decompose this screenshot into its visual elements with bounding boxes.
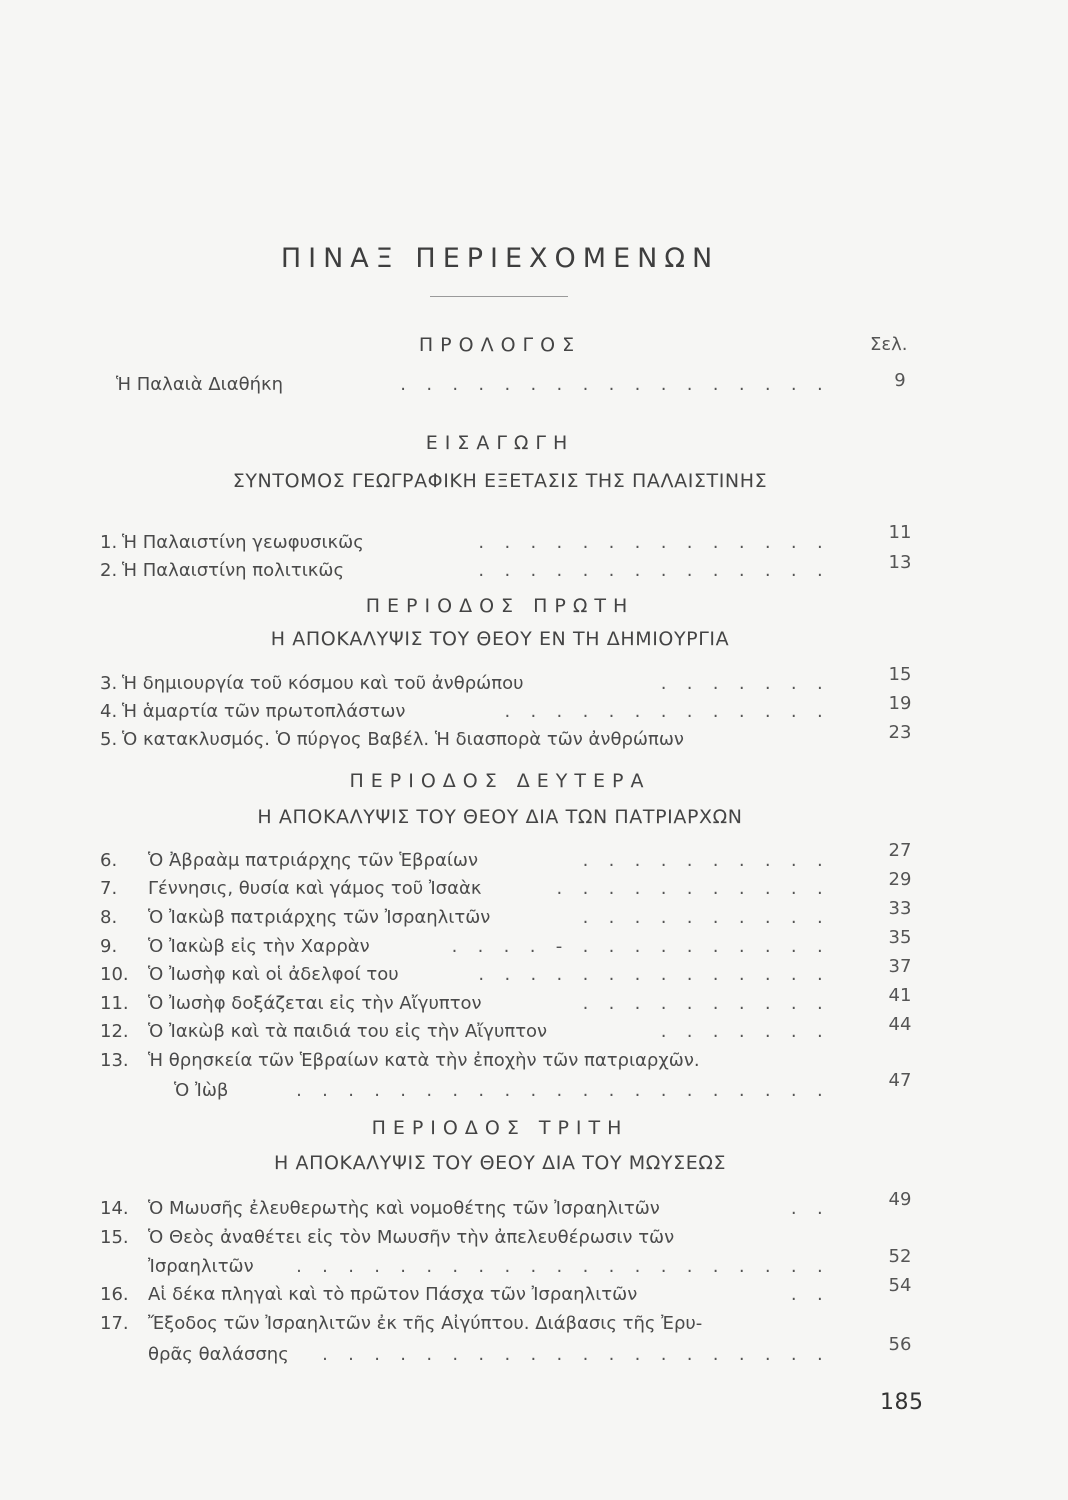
period3-subheading: Η ΑΠΟΚΑΛΥΨΙΣ ΤΟΥ ΘΕΟΥ ΔΙΑ ΤΟΥ ΜΩΥΣΕΩΣ <box>273 1152 727 1174</box>
entry-page: 23 <box>888 722 912 743</box>
leader-dots: . . . . . . . . . . <box>582 907 830 928</box>
entry-title: θρᾶς θαλάσσης <box>148 1344 289 1365</box>
entry-number: 5. <box>100 729 118 750</box>
entry-title: Ὁ Ἰωσὴφ καὶ οἱ ἀδελφοί του <box>148 964 399 985</box>
introduction-heading: ΕΙΣΑΓΩΓΗ <box>425 432 575 454</box>
prologue-heading: ΠΡΟΛΟΓΟΣ <box>418 334 582 356</box>
entry-title: Ὁ Ἰωσὴφ δοξάζεται εἰς τὴν Αἴγυπτον <box>148 993 482 1014</box>
entry-number: 3. <box>100 673 118 694</box>
entry-title: Ἡ ἁμαρτία τῶν πρωτοπλάστων <box>122 701 406 722</box>
entry-page: 11 <box>888 522 912 543</box>
entry-number: 10. <box>100 964 129 985</box>
entry-title: Αἱ δέκα πληγαὶ καὶ τὸ πρῶτον Πάσχα τῶν Ἰσραηλιτῶν <box>148 1284 638 1305</box>
toc-entry <box>100 848 830 874</box>
entry-title: Γέννησις, θυσία καὶ γάμος τοῦ Ἰσαὰκ <box>148 878 482 899</box>
leader-dots: . . . . . . . . . . . <box>556 878 830 899</box>
toc-entry <box>100 962 830 988</box>
leader-dots: . . . . - . . . . . . . . . . <box>451 936 830 957</box>
title-divider <box>430 296 568 297</box>
entry-page: 52 <box>888 1246 912 1267</box>
entry-page: 54 <box>888 1275 912 1296</box>
leader-dots: . . . . . . . . . . <box>582 850 830 871</box>
toc-entry-continuation <box>100 1078 830 1104</box>
entry-title: Ἡ θρησκεία τῶν Ἑβραίων κατὰ τὴν ἐποχὴν τῶν πατριαρχῶν. <box>148 1050 700 1071</box>
period2-subheading: Η ΑΠΟΚΑΛΥΨΙΣ ΤΟΥ ΘΕΟΥ ΔΙΑ ΤΩΝ ΠΑΤΡΙΑΡΧΩΝ <box>257 806 743 828</box>
period2-heading: ΠΕΡΙΟΔΟΣ ΔΕΥΤΕΡΑ <box>349 770 651 792</box>
entry-title: Ἡ Παλαιστίνη πολιτικῶς <box>122 560 345 581</box>
toc-entry <box>100 1311 830 1337</box>
entry-page: 27 <box>888 840 912 861</box>
entry-title: Ἡ Παλαιὰ Διαθήκη <box>116 374 284 395</box>
toc-entry <box>100 934 830 960</box>
entry-title: Ὁ Μωυσῆς ἐλευθερωτὴς καὶ νομοθέτης τῶν Ἰσραηλιτῶν <box>148 1198 660 1219</box>
entry-number: 13. <box>100 1050 129 1071</box>
entry-page: 41 <box>888 985 912 1006</box>
entry-page: 49 <box>888 1189 912 1210</box>
entry-page: 9 <box>894 370 906 391</box>
entry-title: Ἡ δημιουργία τοῦ κόσμου καὶ τοῦ ἀνθρώπου <box>122 673 524 694</box>
entry-title: Ἔξοδος τῶν Ἰσραηλιτῶν ἐκ τῆς Αἰγύπτου. Διάβασις τῆς Ἐρυ- <box>148 1313 703 1334</box>
leader-dots: . . . . . . . . . . . . . . <box>478 560 830 581</box>
entry-page: 29 <box>888 869 912 890</box>
entry-number: 12. <box>100 1021 129 1042</box>
toc-entry <box>100 991 830 1017</box>
leader-dots: . . . . . . . . . . <box>582 993 830 1014</box>
leader-dots: . . . . . . . . . . . . . . <box>478 532 830 553</box>
toc-entry <box>100 727 830 753</box>
entry-page: 47 <box>888 1070 912 1091</box>
entry-number: 14. <box>100 1198 129 1219</box>
entry-page: 13 <box>888 552 912 573</box>
introduction-subheading: ΣΥΝΤΟΜΟΣ ΓΕΩΓΡΑΦΙΚΗ ΕΞΕΤΑΣΙΣ ΤΗΣ ΠΑΛΑΙΣΤΙΝΗΣ <box>232 470 768 492</box>
entry-title: Ὁ Θεὸς ἀναθέτει εἰς τὸν Μωυσῆν τὴν ἀπελευθέρωσιν τῶν <box>148 1227 675 1248</box>
entry-number: 17. <box>100 1313 129 1334</box>
toc-entry-continuation <box>100 1254 830 1280</box>
entry-title: Ὁ Ἀβραὰμ πατριάρχης τῶν Ἑβραίων <box>148 850 479 871</box>
leader-dots: . . . . . . . . . . . . . . . . . . . . . <box>296 1080 830 1101</box>
entry-title: Ἡ Παλαιστίνη γεωφυσικῶς <box>122 532 364 553</box>
leader-dots: . . . . . . . . . . . . . . . . . <box>400 374 830 395</box>
toc-entry <box>100 1225 830 1251</box>
entry-number: 9. <box>100 936 118 957</box>
entry-page: 33 <box>888 898 912 919</box>
entry-title: Ὁ Ἰακὼβ πατριάρχης τῶν Ἰσραηλιτῶν <box>148 907 491 928</box>
period1-subheading: Η ΑΠΟΚΑΛΥΨΙΣ ΤΟΥ ΘΕΟΥ ΕΝ ΤΗ ΔΗΜΙΟΥΡΓΙΑ <box>270 628 730 650</box>
toc-entry <box>100 530 830 556</box>
entry-number: 2. <box>100 560 118 581</box>
entry-page: 19 <box>888 693 912 714</box>
entry-page: 56 <box>888 1334 912 1355</box>
entry-page: 37 <box>888 956 912 977</box>
entry-page: 15 <box>888 664 912 685</box>
toc-entry <box>100 1019 830 1045</box>
page-number: 185 <box>880 1390 924 1415</box>
entry-title: Ὁ Ἰὼβ <box>174 1080 229 1101</box>
entry-number: 1. <box>100 532 118 553</box>
entry-page: 35 <box>888 927 912 948</box>
toc-entry <box>100 671 830 697</box>
toc-entry <box>100 558 830 584</box>
entry-number: 15. <box>100 1227 129 1248</box>
page-title: ΠΙΝΑΞ ΠΕΡΙΕΧΟΜΕΝΩΝ <box>280 243 720 274</box>
toc-entry <box>100 876 830 902</box>
entry-number: 4. <box>100 701 118 722</box>
toc-entry <box>100 905 830 931</box>
period3-heading: ΠΕΡΙΟΔΟΣ ΤΡΙΤΗ <box>371 1117 629 1139</box>
period1-heading: ΠΕΡΙΟΔΟΣ ΠΡΩΤΗ <box>365 595 635 617</box>
entry-number: 7. <box>100 878 118 899</box>
leader-dots: . . . . . . . . . . . . . <box>504 701 830 722</box>
toc-entry <box>100 1282 830 1308</box>
leader-dots: . . . . . . . . . . . . . . <box>478 964 830 985</box>
entry-number: 16. <box>100 1284 129 1305</box>
toc-entry <box>100 372 830 398</box>
toc-entry <box>100 699 830 725</box>
toc-entry-continuation <box>100 1342 830 1368</box>
leader-dots: . . <box>790 1198 830 1219</box>
leader-dots: . . <box>790 1284 830 1305</box>
entry-page: 44 <box>888 1014 912 1035</box>
entry-number: 11. <box>100 993 129 1014</box>
entry-title: Ὁ κατακλυσμός. Ὁ πύργος Βαβέλ. Ἡ διασπορὰ τῶν ἀνθρώπων <box>122 729 684 750</box>
leader-dots: . . . . . . . . . . . . . . . . . . . . . <box>296 1256 830 1277</box>
entry-title: Ὁ Ἰακὼβ καὶ τὰ παιδιά του εἰς τὴν Αἴγυπτον <box>148 1021 548 1042</box>
entry-title: Ἰσραηλιτῶν <box>148 1256 254 1277</box>
entry-number: 6. <box>100 850 118 871</box>
leader-dots: . . . . . . . <box>660 673 830 694</box>
entry-number: 8. <box>100 907 118 928</box>
pages-column-label: Σελ. <box>870 334 908 355</box>
toc-entry <box>100 1196 830 1222</box>
entry-title: Ὁ Ἰακὼβ εἰς τὴν Χαρρὰν <box>148 936 370 957</box>
leader-dots: . . . . . . . . . . . . . . . . . . . . <box>322 1344 830 1365</box>
toc-entry <box>100 1048 830 1074</box>
leader-dots: . . . . . . . <box>660 1021 830 1042</box>
